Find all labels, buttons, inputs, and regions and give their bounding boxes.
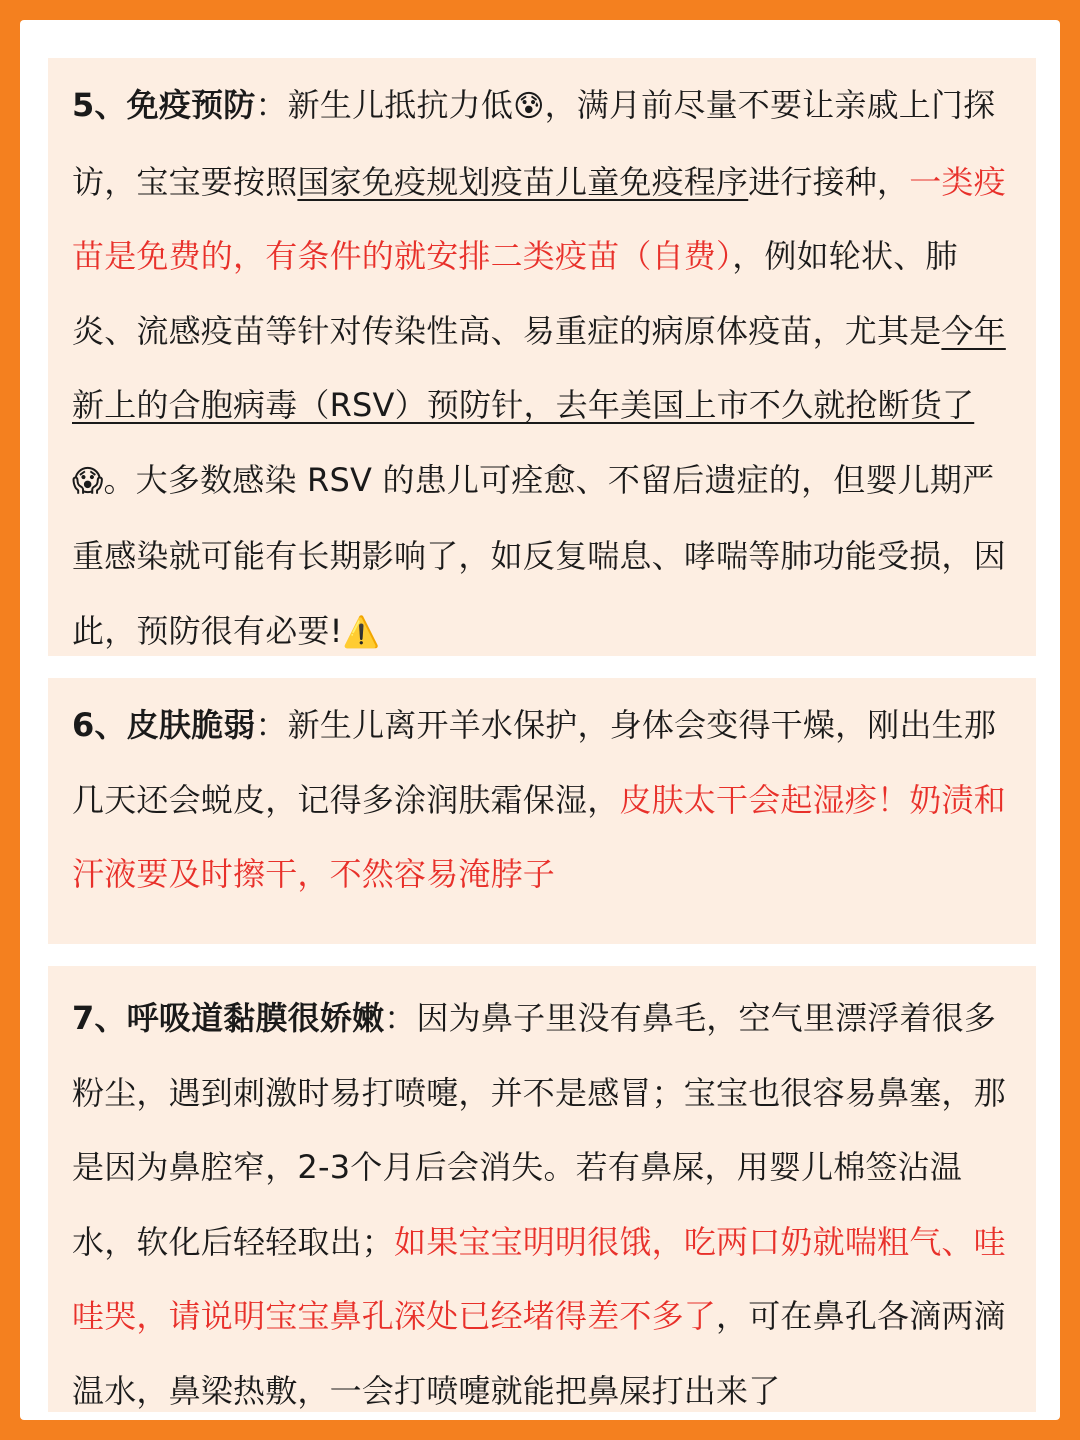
text: 。大多数感染 RSV 的患儿可痊愈、不留后遗症的，但婴儿期严重感染就可能有长期影响了，如反复喘息、哮喘等肺功能受损，因此，预防很有必要! bbox=[72, 460, 1006, 650]
section-paragraph bbox=[72, 68, 1012, 670]
text: ，可在鼻孔各滴两滴温水，鼻梁热敷，一会打喷嚏就能把鼻屎打出来了 bbox=[72, 1297, 1006, 1410]
text: ，满月前尽量不要让亲戚上门探访，宝宝要按照 bbox=[72, 86, 996, 201]
highlight-text: 皮肤太干会起湿疹！奶渍和汗液要及时擦干，不然容易淹脖子 bbox=[72, 780, 1006, 893]
section-title: 6、皮肤脆弱 bbox=[72, 706, 256, 744]
section-paragraph bbox=[72, 981, 1012, 1428]
text: 因为鼻子里没有鼻毛，空气里漂浮着很多粉尘，遇到刺激时易打喷嚏，并不是感冒；宝宝也很容易鼻塞，那是因为鼻腔窄，2-3个月后会消失。若有鼻屎，用婴儿棉签沾温水，软化后轻轻取出； bbox=[72, 999, 1006, 1261]
text: 新生儿离开羊水保护，身体会变得干燥，刚出生那几天还会蜕皮，记得多涂润肤霜保湿， bbox=[72, 706, 997, 819]
text: 进行接种， bbox=[748, 162, 910, 201]
warning-icon: ⚠️ bbox=[342, 614, 381, 650]
colon: ： bbox=[384, 999, 417, 1037]
section-paragraph bbox=[72, 688, 1012, 912]
screaming-face-icon: 😱 bbox=[72, 463, 104, 499]
highlight-text: 一类疫苗是免费的，有条件的就安排二类疫苗（自费） bbox=[72, 162, 1006, 275]
text: 新生儿抵抗力低 bbox=[287, 86, 514, 124]
section-skin bbox=[48, 678, 1036, 944]
colon: ： bbox=[255, 86, 288, 124]
highlight-text: 如果宝宝明明很饿，吃两口奶就喘粗气、哇哇哭，请说明宝宝鼻孔深处已经堵得差不多了 bbox=[72, 1222, 1006, 1335]
section-immunization bbox=[48, 58, 1036, 656]
section-title: 5、免疫预防 bbox=[72, 86, 256, 124]
section-respiratory bbox=[48, 966, 1036, 1412]
section-title: 7、呼吸道黏膜很娇嫩 bbox=[72, 999, 385, 1037]
colon: ： bbox=[255, 706, 288, 744]
underlined-text: 国家免疫规划疫苗儿童免疫程序 bbox=[297, 162, 749, 201]
underlined-text: 今年新上的合胞病毒（RSV）预防针，去年美国上市不久就抢断货了 bbox=[72, 311, 1006, 424]
anxious-face-icon: 😰 bbox=[513, 89, 545, 124]
text: ，例如轮状、肺炎、流感疫苗等针对传染性高、易重症的病原体疫苗，尤其是 bbox=[72, 237, 958, 350]
page bbox=[20, 20, 1060, 1420]
